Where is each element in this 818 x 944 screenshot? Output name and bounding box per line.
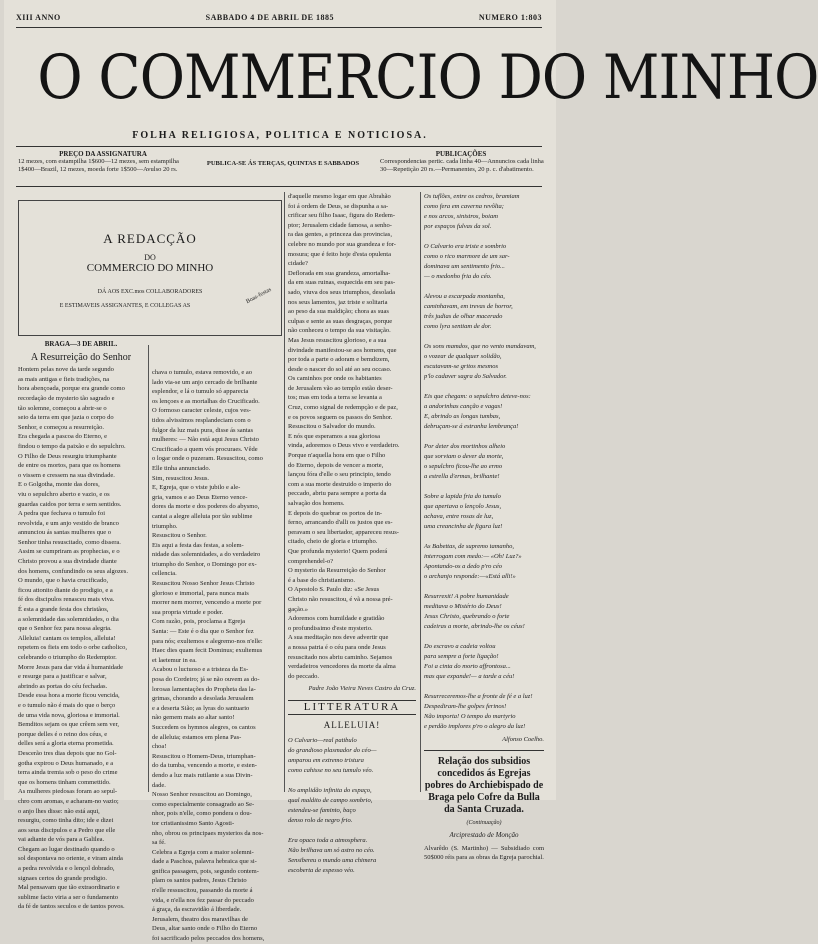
text-line: tor cristianissimo Santo Agosti- [152,819,235,827]
text-line: para nós; exultemos e alegremo-nos n'elle: [152,637,263,645]
text-line: gnifica passagem, pois, segundo contem- [152,867,259,875]
text-line: verdadeiros vencedores da morte da alma [288,663,396,671]
verse-line: o vozear de qualquer solidão, [424,353,502,360]
text-line: do da tumba, vencendo a morte, e esten- [152,762,257,770]
text-line: recordação de mysterio tão sagrado e [18,394,115,402]
text-line: esplendor, e lá o tumulo só apparecia [152,388,249,396]
verse-line: meditava o Mistério do Deus! [424,603,502,610]
text-line: Elle tinha annunciado. [152,464,211,472]
text-line: posa do Cordeiro; já se não ouvem as do- [152,676,260,683]
text-line: Bemditos sejam os que crêem sem ver, [18,721,120,729]
text-line: triumpho do Senhor, o Domingo por ex- [152,560,257,568]
literature-section-band: LITTERATURA [288,700,416,716]
text-line: a pedra revolvida e o lençol dobrado, [18,865,115,873]
poem-continuation-lines [424,192,544,732]
article-title: A Resurreição do Senhor [30,351,132,363]
verse-line [424,282,544,292]
top-info-line [16,10,542,24]
text-line: nho, obrou os principaes mysterios da nos- [152,829,264,837]
text-line: de entre os mortos, para que os homens [18,462,121,470]
verse-line: o archanjo responde:—«Está alli!» [424,573,516,580]
text-line: comprehendel-o? [288,557,334,565]
verse-line: interrogam com medo:— «Oh! Luz?» [424,553,522,560]
verse-line [424,382,544,392]
verse-line: a andorinhas canção e vagas! [424,403,503,410]
verse-line: que apertava o lençolo Jesus, [424,503,502,510]
text-line: O Filho de Deus resurgiu triumphante [18,452,117,460]
text-line: As mulheres piedosas foram ao sepul- [18,788,118,796]
notice-line [19,253,281,274]
text-line: grimas, chorando a desolada Jerusalem [152,695,254,703]
subscription-line: 12 mezes, com estampilha 1$600—12 mezes, sem estampilha [18,158,179,165]
text-line: et laetemur in ea. [152,656,197,664]
text-line: da fé de tantos seculos e de tantos povos. [18,903,125,911]
text-line: tão solemne, começou a abrir-se o [18,404,107,412]
text-line: A pedra que fechava o tumulo foi [18,510,105,518]
notice-line: A REDACÇÃO [103,231,197,246]
verse-line [288,776,416,786]
verse-line: Era opaco toda a atmosphera. [288,837,368,845]
text-line: d'aquelle mesmo logar em que Abrahão [288,193,391,200]
text-line: delles será a gloria eterna prometida. [18,740,114,748]
publications-line: Correspondencias pertic. cada linha 40—Annuncios cada linha [380,158,544,165]
text-line: nhor, pois n'elle, como pondera o dou- [152,810,252,818]
poem-signature: Alfonso Coelho. [502,736,544,743]
verse-line [424,482,544,492]
text-line: cellencia. [152,570,177,578]
text-line: dos homens, confundindo os seus algozes. [18,567,128,575]
column-divider [148,345,149,792]
subsidies-title: Relação dos subsidios concedidos ás Egrejas pobres do Archiebispado de Braga pelo Cofre da Bulla da Santa Cruzada. [424,755,544,815]
column-2-lines [152,368,280,944]
text-line: choa! [152,743,167,751]
text-line: Christo provou a sua divindade diante [18,558,117,566]
notice-flap: Boas-festas [245,286,273,306]
text-line: Descerão tres dias depois que no Gol- [18,749,117,757]
text-line: gria, vamos e ao Deus Eterno vence- [152,493,248,501]
text-line: Resuscitou o Senhor. [152,532,207,540]
verse-line: Eis que chegam: o sepulchro deteve-nos: [424,393,531,400]
text-line: lorosas lamentações do Propheta das la- [152,685,256,693]
text-line: fé dos discipulos renasceu mais viva. [18,596,115,604]
text-line: lançou fóra d'elle o seu principio, tendo [288,471,391,479]
text-line: Resuscitou Nosso Senhor Jesus Christo [152,580,255,588]
text-line: como especialmente consagrado ao Se- [152,800,255,808]
text-line: tos; mas em toda a terra se levanta a [288,394,382,402]
text-line: signaes certos do grande prodigio. [18,874,107,882]
text-line: divindade manifestou-se aos homens, que [288,346,397,354]
text-line: Haec dies quam fecit Dominus; exultemus [152,647,263,655]
text-line: culpas e sente as suas desgraças, porque [288,317,393,325]
text-line: dendo a luz mais rutilante a sua Divin- [152,771,253,779]
text-line: porque delles é o reino dos céus, e [18,730,108,738]
text-line: guardas caidos por terra e sem sentidos. [18,500,122,508]
text-line: resuscitado nos abriu caminho. Sejamos [288,653,393,661]
text-line: Chegam ao lugar destinado quando o [18,845,115,853]
text-line: peccado, abriu para sempre a porta da [288,490,387,498]
text-line: Hontem pelas nove da tarde segundo [18,366,114,374]
text-line: o logar onde o puzeram. Resuscitou, como [152,455,263,463]
text-line: O formoso caracter celeste, cujos ves- [152,407,251,415]
archpriest-heading: Arciprestado de Monção [449,831,519,840]
verse-line: por espaços fulvas da sol. [424,223,492,230]
text-line: repetem os fieis em todo o orbe catholico, [18,644,128,652]
text-line: vida, e n'ella nos fez passar do peccado [152,896,254,904]
text-line: cidade? [288,260,308,268]
notice-word: DO [144,253,156,262]
text-line: Sim, resuscitou Jesus. [152,474,210,482]
text-line: dade a Paschoa, palavra hebraica que si- [152,858,257,866]
verse-line: e nos arcos, sinistros, boiam [424,213,498,220]
verse-line: denso rolo de negro frio. [288,817,353,825]
subsidy-entry: Alvarêdo (S. Martinho) — Subsidiado com 50$000 réis para as obras da Egreja parochial. [424,844,544,861]
text-line: crificar seu filho Isaac, figura do Redem- [288,212,396,220]
text-line: Que profunda mysterio! Quem poderá [288,547,388,555]
verse-line [424,682,544,692]
text-line: de alleluia; estamos em plena Pas- [152,733,242,741]
article-signature: Padre João Vieira Neves Castro da Cruz. [308,685,416,693]
text-line: E o Golgotha, monte das dores, [18,481,100,489]
text-line: foi sacrificado pelos peccados dos homens, [152,935,265,943]
text-line: mosura; que é feito hoje d'esta opulenta [288,250,391,258]
text-line: Nosso Senhor resuscitou ao Domingo, [152,791,252,799]
text-line: que os homens tinham commettido. [18,778,111,786]
text-line: Jerusalem, theatro dos maravilhas de [152,915,248,923]
text-line: que o Senhor fez para nossa alegria. [18,625,112,633]
text-line: gotha expirou o Deus humanado, e a [18,759,114,767]
text-line: peravam o seu libertador, appareceu resus- [288,528,399,536]
text-line: O Apostolo S. Paulo diz: «Se Jesus [288,586,380,594]
subscription-info [18,150,188,182]
verse-line: caminhavam, em trevas de horror, [424,303,513,310]
text-line: Deus, altar santo onde o Filho do Eterno [152,925,258,933]
column-3-lines [288,192,416,681]
dateline: BRAGA—3 DE ABRIL. [44,340,118,348]
verse-line: como lyra sentiam de dor. [424,323,492,330]
text-line: aos seus discipulos e a Pedro que elle [18,826,116,834]
text-line: fulgor da luz mais pura, disse ás santas [152,426,254,434]
column-3 [288,192,416,876]
text-line: sado, viuva dos seus triumphos, desolada [288,288,396,296]
text-line: Desde essa hora a morte ficou vencida, [18,692,120,700]
verse-line: — o medonho fria do céo. [424,273,492,280]
text-line: findou o tempo da paixão e do sepulchro. [18,442,126,450]
text-line: seio da terra em que jazia o corpo do [18,414,114,422]
verse-line: Jesus Christo, quebrando o forte [424,613,510,620]
verse-line: Os tuflões, entre os cedros, bramiam [424,193,520,200]
text-line: a nossa patria é o céu para onde Jesus [288,643,386,651]
text-line: glorioso e immortal, para nunca mais [152,589,249,597]
text-line: sol despontava no oriente, e viram ainda [18,855,123,863]
text-line: ra das gentes, a princeza das provincias, [288,231,392,239]
text-line: o anjo lhes disse: não está aqui, [18,807,100,815]
verse-line: Foi a cinta do morto affrontosa... [424,663,511,670]
text-line: Com razão, pois, proclama a Egreja [152,618,245,626]
text-line: salvação dos homens. [288,500,345,507]
text-line: a solemnidade das solemnidades, o dia [18,615,119,623]
verse-line: Os sons mamdos, que no vento mandavam, [424,343,536,350]
text-line: O mundo, que o havia crucificado, [18,577,109,585]
publications-info [380,150,542,182]
verse-line: que sorviam o dever da morte, [424,453,504,460]
text-line: á graça, da escravidão á liberdade. [152,906,242,914]
text-line: não gemem mais ao altar santo! [152,714,235,722]
section-rule [424,750,544,751]
text-line: Resuscitou o Homem-Deus, triumphan- [152,752,256,760]
text-line: Acabou o luctuoso e a tristeza da Es- [152,666,249,674]
text-line: com a sua morte destruido o imperio do [288,480,392,488]
text-line: nidade das solemnidades, a do verdadeiro [152,551,261,559]
verse-line [424,582,544,592]
verse-line: do grandioso plasmador do céo— [288,747,377,755]
verse-line: Sensibereu o mundo uma chimera [288,857,377,865]
text-line: chro com aromas, e acharam-no vazio; [18,797,119,805]
column-1-lines [18,365,144,912]
text-line: Alleluia! cantam os templos, alleluia! [18,634,116,642]
verse-line [288,826,416,836]
notice-line: E ESTIMAVEIS ASSIGNANTES, E COLLEGAS AS [59,303,191,309]
column-4 [424,192,544,862]
text-line: terra ainda tremia sob o peso do crime [18,769,118,777]
verse-line [424,632,544,642]
greetings-notice-box [18,200,282,336]
text-line: sublime facto viria a ser o fundamento [18,893,118,901]
text-line: o vissem e cressem na sua divindade. [18,471,115,479]
text-line: Assim se cumpriram as prophecias, e o [18,548,120,556]
text-line: ferno, arrancando d'alli os justos que es- [288,519,393,527]
verse-line: Sobre a lapida fria do tumulo [424,493,501,500]
poem-title: ALLELUIA! [323,720,381,731]
verse-line: Alevou a escarpada montanha, [424,293,505,300]
text-line: de Jerusalem vão ao templo estão deser- [288,384,393,392]
text-line: vai adiante de vós para a Galilea. [18,836,105,844]
subscription-heading: PREÇO DA ASSIGNATURA [59,150,147,158]
verse-line [424,232,544,242]
text-line: foi á ordem de Deus, se dispunha a sa- [288,202,389,210]
text-line: chava o tumulo, estava removido, e ao [152,369,252,376]
verse-line: p'lo cadaver sagra do Salvador. [424,373,507,380]
text-line: Morre Jesus para dar vida á humanidade [18,663,124,671]
verse-line: O Calvario—real patibulo [288,737,357,745]
text-line: Christo não resuscitou, é vã a nossa pré- [288,595,393,603]
text-line: cantai a alegre alleluia por tão sublime [152,512,253,520]
verse-line: para sempre a forte ligação! [424,653,499,660]
verse-line: escutavam-se gritos mesmos [424,363,499,370]
text-line: sua propria virtude e poder. [152,608,224,616]
text-line: lado via-se um anjo cercado de brilhante [152,378,258,386]
text-line: triumpho. [152,522,178,530]
verse-line [424,432,544,442]
year-label: XIII ANNO [16,12,61,22]
verse-line: Despediram-lhe golpes ferinos! [424,703,507,710]
text-line: annunciou ás santas mulheres que o [18,529,111,537]
text-line: do Eterno, depois de vencer a morte, [288,461,384,469]
text-line: e os povos seguem os passos do Senhor. [288,413,393,421]
text-line: Mal pensavam que tão extraordinario e [18,884,120,892]
text-line: nos seus lamentos, jaz triste e solitaria [288,298,388,306]
text-line: Porque n'aquella hora em que o Filho [288,452,386,460]
text-line: É esta a grande festa dos christãos, [18,606,109,614]
verse-line: Do escravo a cadeia voltou [424,643,496,650]
verse-line: amparou em extremo tristura [288,757,364,765]
continuation-note: (Continuação) [466,819,502,826]
text-line: Os caminhos por onde os habitantes [288,375,382,383]
verse-line: Não brilhava um só astro no céo. [288,847,375,855]
text-line: celebrando o triumpho do Redemptor. [18,654,117,661]
text-line: dores da morte e dos poderes do abysmo, [152,503,260,511]
verse-line: debruçam-se á estranha lembrança! [424,423,519,430]
text-line: por toda a parte o adoram e bemdizem, [288,356,390,364]
newspaper-page [4,0,818,943]
poem-lines [288,736,416,876]
masthead-title: O COMMERCIO DO MINHO [37,42,818,113]
text-line: Deflorada em sua grandeza, amortalha- [288,269,391,277]
text-line: Santa: — Este é o dia que o Senhor fez [152,628,254,636]
text-line: Senhor tinha resuscitado, como dissera. [18,538,121,546]
verse-line: Resurrexit! A pobre humanidade [424,593,509,600]
text-line: desde o nascer do sol até ao seu occaso. [288,365,392,373]
text-line: O mysterio da Resurreição do Senhor [288,567,386,575]
text-line: Senhor, e começou a resurreição. [18,423,105,431]
text-line: os lençoes e as mortalhas do Crucificado. [152,397,260,405]
text-line: da em suas ruinas, esquecida em seu pas- [288,279,396,287]
verse-line: E, abrindo as longas tumbas, [424,413,501,420]
text-line: de uma vida nova, gloriosa e immortal. [18,711,120,719]
publications-line: 30—Repetição 20 rs.—Permanentes, 20 p. c. d'abatimento. [380,166,534,173]
column-divider [284,192,285,792]
verse-line: achava, entre rosas de luz, [424,513,494,520]
text-line: Cruz, como signal de redempção e de paz, [288,404,398,412]
text-line: do peccado. [288,672,320,680]
verse-line: No amplidão infinita do espaço, [288,787,372,795]
text-line: ao peso da sua maldição; chora as suas [288,308,389,316]
verse-line: como fera em caverna revôlta; [424,203,504,210]
top-rule [16,27,542,28]
verse-line: dominava um sentimento frio... [424,263,505,270]
publication-days: PUBLICA-SE ÁS TERÇAS, QUINTAS E SABBADOS [206,160,360,167]
notice-line: DÁ AOS EXC.mos COLLABORADORES [97,289,203,295]
verse-line: As Babettas, de supremo tamanho, [424,543,515,550]
text-line: e resurge para a justificar e salvar, [18,673,107,681]
verse-line: Não importa! O tempo do martyrio [424,713,516,720]
verse-line: e perdão implores p'ro o alegro da luz! [424,723,526,730]
masthead-subtitle: FOLHA RELIGIOSA, POLITICA E NOTICIOSA. [132,130,428,141]
text-line: E, Egreja, que o viste jubilo e ale- [152,484,241,492]
text-line: gação.» [288,605,309,613]
publications-heading: PUBLICAÇÕES [435,150,487,158]
verse-line: Por deter dos mortinhos alheio [424,443,506,450]
text-line: tidos alvissimos resplandeciam com o [152,416,251,424]
text-line: n'elle ressuscitou, passando da morte á [152,887,253,895]
text-line: o profundissimo d'este mysterio. [288,624,373,632]
verse-line: Apontando-os a dedo p'ro céo [424,563,503,570]
text-line: abrindo as portas do céu fechadas. [18,682,108,690]
text-line: as mais antigas e fieis tradições, na [18,375,110,383]
date-label: SABBADO 4 DE ABRIL DE 1885 [205,12,334,22]
text-line: e o tumulo não é mais do que o berço [18,701,116,709]
text-line: Mas Jesus resuscitou glorioso, e a sua [288,336,387,344]
text-line: Era chegada a pascoa do Eterno, e [18,433,107,441]
text-line: Adoremos com humildade e gratidão [288,615,385,623]
verse-line: o sepulchro ficou-lhe ao ermo [424,463,503,470]
text-line: vinda, adoremos o Deus vivo e verdadeiro. [288,442,400,450]
info-rule [16,186,542,187]
text-line: E depois do quebrar os portos de in- [288,509,383,517]
column-1 [18,340,144,912]
column-divider [420,192,421,792]
verse-line: O Calvario era triste e sombrio [424,243,507,250]
subtitle-rule [16,146,542,147]
text-line: plam os santos padres, Jesus Christo [152,877,247,885]
text-line: dade. [152,781,166,789]
verse-line: três judias de olhar macerado [424,313,503,320]
verse-line [424,332,544,342]
text-line: não conheceu o tempo da sua visitação. [288,327,391,335]
text-line: revolvida, e um anjo vestido de branco [18,519,119,527]
text-line: e a deserta Sião; as lyras do santuario [152,704,250,712]
text-line: celebre no mundo por sua grandeza e for- [288,240,396,248]
text-line: Celebra a Egreja com a maior solemni- [152,848,254,856]
verse-line: como o rico marmore de um sar- [424,253,510,260]
text-line: resurgiu, como tinha dito; ide e dizei [18,817,114,825]
verse-line: estendeu-se faminto, baço [288,807,356,815]
text-line: sa fé. [152,839,166,847]
verse-line: escoberta de espesso véo. [288,867,355,875]
verse-line: mas que expande!— a tarde a céu! [424,673,515,680]
verse-line: como cahisse no seu tumulo véo. [288,767,374,775]
text-line: Resuscitou o Salvador do mundo. [288,423,376,431]
verse-line: uma creancinha de figura luz! [424,523,503,530]
verse-line: qual maldito de campo sombrio, [288,797,373,805]
verse-line: cadeiras a morte, abrindo-lhe os céus! [424,623,525,630]
issue-number: NUMERO 1:803 [478,12,542,22]
column-2 [152,368,280,944]
text-line: ptor; Jerusalem cidade famosa, a senho- [288,221,392,229]
notice-newspaper-name: COMMERCIO DO MINHO [86,262,214,274]
text-line: A sua meditação nos deve advertir que [288,634,389,642]
text-line: é a base do christianismo. [288,576,355,584]
verse-line: Resurreceremos-lhe a fronte de fé e a luz! [424,693,533,700]
text-line: Succedem os hymnos alegres, os cantos [152,723,256,731]
text-line: mulheres: — Não está aqui Jesus Christo [152,436,259,444]
verse-line [424,532,544,542]
text-line: Crucificado a quem vós procuraes. Vêde [152,445,258,453]
text-line: morrer nem morrer, vencendo a morte por [152,599,262,607]
text-line: hora abençoada, porque era grande como [18,385,125,393]
text-line: E nós que esperamos a sua gloriosa [288,432,381,440]
text-line: ficou attonito diante do prodigio, e a [18,586,113,594]
text-line: viu o sepulchro aberto e vazio, e os [18,490,110,498]
verse-line: a estrella d'ermas, brilhante! [424,473,500,480]
text-line: citado, cheio de gloria e triumpho. [288,538,378,546]
text-line: Eis aqui a festa das festas, a solem- [152,541,244,549]
subscription-line: 1$400—Brazil, 12 mezes, moeda forte 1$500—Avulso 20 rs. [18,166,178,173]
